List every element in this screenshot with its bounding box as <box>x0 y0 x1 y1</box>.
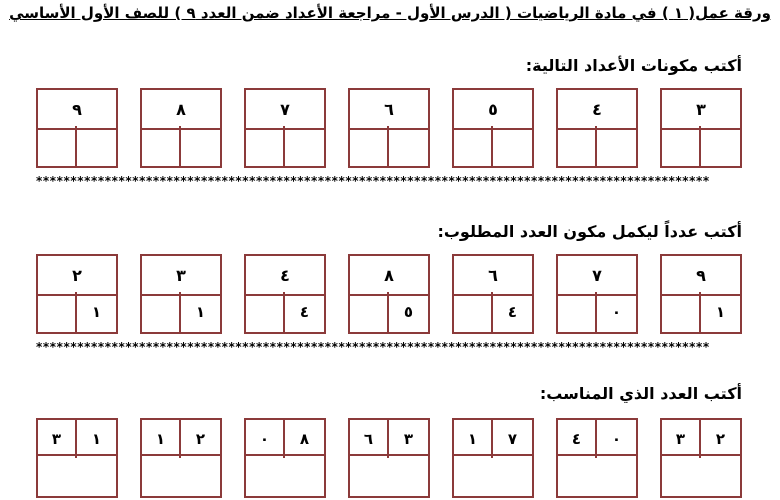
component-cell-left[interactable] <box>246 126 285 166</box>
number-cell[interactable]: ٩ <box>38 90 116 130</box>
number-cell[interactable]: ٥ <box>454 90 532 130</box>
component-cell-left[interactable] <box>142 126 181 166</box>
number-cell[interactable]: ٧ <box>246 90 324 130</box>
number-cell[interactable] <box>454 454 532 496</box>
component-cell-left[interactable] <box>454 292 493 332</box>
number-cell[interactable] <box>246 454 324 496</box>
number-box <box>660 88 742 168</box>
separator-2: ************************************************************************************************** <box>36 340 710 354</box>
component-cell-left[interactable] <box>350 292 389 332</box>
component-cell-right[interactable] <box>701 126 740 166</box>
number-box <box>244 418 326 498</box>
component-cell-left[interactable]: ١ <box>142 420 181 458</box>
number-box <box>244 88 326 168</box>
component-cell-left[interactable]: ٤ <box>558 420 597 458</box>
number-box <box>556 88 638 168</box>
component-cell-right[interactable]: ١ <box>91 303 102 321</box>
number-cell[interactable] <box>38 454 116 496</box>
number-cell[interactable] <box>142 454 220 496</box>
number-box <box>556 254 638 334</box>
component-cell-left[interactable]: ٣ <box>38 420 77 458</box>
number-box <box>348 254 430 334</box>
section1-row <box>36 88 742 170</box>
component-cell-right[interactable]: ٣ <box>403 430 414 448</box>
number-box <box>660 418 742 498</box>
component-cell-left[interactable] <box>38 292 77 332</box>
number-box <box>556 418 638 498</box>
component-cell-left[interactable] <box>350 126 389 166</box>
separator-1: ************************************************************************************************** <box>36 174 710 188</box>
number-box <box>244 254 326 334</box>
component-cell-left[interactable] <box>142 292 181 332</box>
component-cell-right[interactable] <box>389 126 428 166</box>
component-cell-left[interactable]: ٠ <box>246 420 285 458</box>
number-cell[interactable]: ٤ <box>558 90 636 130</box>
component-cell-left[interactable] <box>38 126 77 166</box>
component-cell-left[interactable] <box>454 126 493 166</box>
component-cell-right[interactable] <box>285 126 324 166</box>
number-cell[interactable]: ٩ <box>662 256 740 296</box>
number-box <box>36 88 118 168</box>
section3-row <box>36 418 742 500</box>
number-cell[interactable]: ٣ <box>662 90 740 130</box>
component-cell-right[interactable]: ٤ <box>299 303 310 321</box>
component-cell-right[interactable] <box>493 126 532 166</box>
number-box <box>36 254 118 334</box>
number-box <box>452 254 534 334</box>
section2-row <box>36 254 742 336</box>
component-cell-left[interactable]: ١ <box>454 420 493 458</box>
worksheet-title: ورقة عمل( ١ ) في مادة الرياضيات ( الدرس الأول - مراجعة الأعداد ضمن العدد ٩ ) للصف الأول الأساسي <box>9 4 771 22</box>
section2-heading: أكتب عدداً ليكمل مكون العدد المطلوب: <box>437 222 742 241</box>
number-cell[interactable]: ٤ <box>246 256 324 296</box>
component-cell-left[interactable]: ٦ <box>350 420 389 458</box>
component-cell-right[interactable] <box>181 126 220 166</box>
number-box <box>452 418 534 498</box>
component-cell-right[interactable] <box>597 126 636 166</box>
component-cell-left[interactable] <box>246 292 285 332</box>
component-cell-left[interactable] <box>662 126 701 166</box>
component-cell-right[interactable]: ٥ <box>403 303 414 321</box>
number-box <box>140 88 222 168</box>
component-cell-right[interactable]: ٧ <box>507 430 518 448</box>
number-cell[interactable]: ٨ <box>350 256 428 296</box>
component-cell-right[interactable]: ١ <box>91 430 102 448</box>
section3-heading: أكتب العدد الذي المناسب: <box>539 384 742 403</box>
number-box <box>348 418 430 498</box>
component-cell-right[interactable]: ٨ <box>299 430 310 448</box>
number-cell[interactable]: ٢ <box>38 256 116 296</box>
component-cell-right[interactable] <box>77 126 116 166</box>
number-box <box>36 418 118 498</box>
component-cell-left[interactable] <box>558 126 597 166</box>
number-box <box>660 254 742 334</box>
component-cell-right[interactable]: ١ <box>715 303 726 321</box>
component-cell-right[interactable]: ٠ <box>611 303 622 321</box>
number-cell[interactable] <box>662 454 740 496</box>
number-cell[interactable]: ٦ <box>350 90 428 130</box>
number-cell[interactable]: ٦ <box>454 256 532 296</box>
component-cell-right[interactable]: ١ <box>195 303 206 321</box>
number-box <box>140 418 222 498</box>
number-cell[interactable]: ٨ <box>142 90 220 130</box>
component-cell-right[interactable]: ٢ <box>195 430 206 448</box>
component-cell-left[interactable] <box>662 292 701 332</box>
number-cell[interactable]: ٧ <box>558 256 636 296</box>
component-cell-right[interactable]: ٠ <box>611 430 622 448</box>
number-cell[interactable] <box>558 454 636 496</box>
section1-heading: أكتب مكونات الأعداد التالية: <box>525 56 742 75</box>
number-box <box>140 254 222 334</box>
component-cell-right[interactable]: ٤ <box>507 303 518 321</box>
component-cell-left[interactable]: ٣ <box>662 420 701 458</box>
component-cell-right[interactable]: ٢ <box>715 430 726 448</box>
component-cell-left[interactable] <box>558 292 597 332</box>
number-box <box>452 88 534 168</box>
number-cell[interactable] <box>350 454 428 496</box>
number-box <box>348 88 430 168</box>
number-cell[interactable]: ٣ <box>142 256 220 296</box>
